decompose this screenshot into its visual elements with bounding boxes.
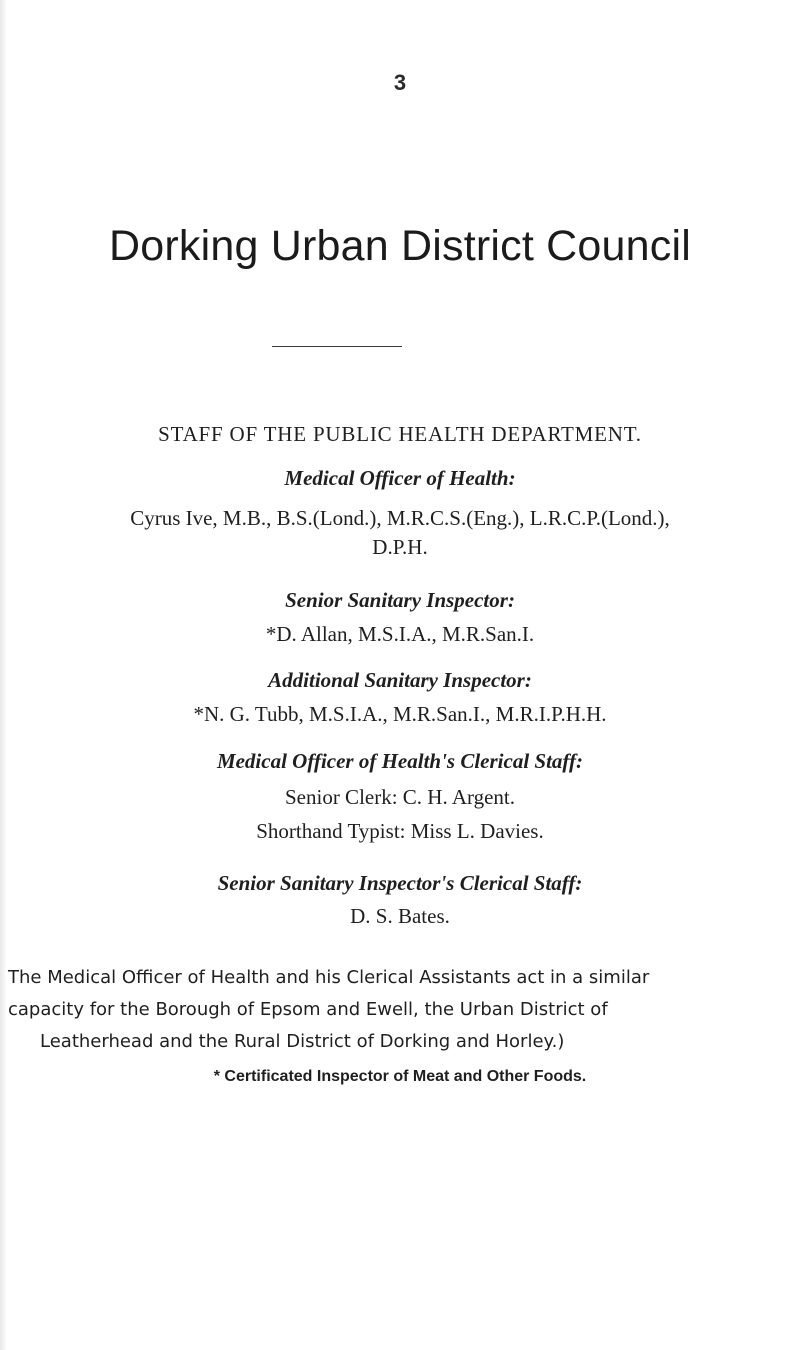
footnote: * Certificated Inspector of Meat and Other Foods. [213, 1068, 587, 1085]
additional-sanitary-label: Additional Sanitary Inspector: [268, 668, 532, 692]
moh-clerical-label: Medical Officer of Health's Clerical Staff: [216, 749, 584, 773]
medical-officer-name-line2: D.P.H. [372, 535, 428, 559]
paragraph-line-2: capacity for the Borough of Epsom and Ewell, the Urban District of [8, 999, 608, 1020]
paragraph-line-3: Leatherhead and the Rural District of Dorking and Horley.) [40, 1031, 565, 1052]
page-number: 3 [393, 70, 407, 95]
ssi-clerical-label: Senior Sanitary Inspector's Clerical Staff: [217, 871, 583, 895]
shorthand-typist: Shorthand Typist: Miss L. Davies. [256, 819, 544, 843]
senior-clerk: Senior Clerk: C. H. Argent. [284, 785, 515, 809]
medical-officer-name-line1: Cyrus Ive, M.B., B.S.(Lond.), M.R.C.S.(Eng.), L.R.C.P.(Lond.), [130, 506, 670, 530]
document-title: Dorking Urban District Council [109, 222, 691, 270]
title-separator [272, 346, 402, 347]
paragraph-line-1: The Medical Officer of Health and his Clerical Assistants act in a similar [8, 967, 650, 988]
ssi-clerical-name: D. S. Bates. [350, 904, 450, 928]
medical-officer-label: Medical Officer of Health: [284, 466, 516, 490]
section-heading: STAFF OF THE PUBLIC HEALTH DEPARTMENT. [158, 422, 642, 446]
additional-sanitary-name: *N. G. Tubb, M.S.I.A., M.R.San.I., M.R.I.P.H.H. [193, 702, 607, 726]
senior-sanitary-name: *D. Allan, M.S.I.A., M.R.San.I. [265, 622, 535, 646]
senior-sanitary-label: Senior Sanitary Inspector: [285, 588, 515, 612]
